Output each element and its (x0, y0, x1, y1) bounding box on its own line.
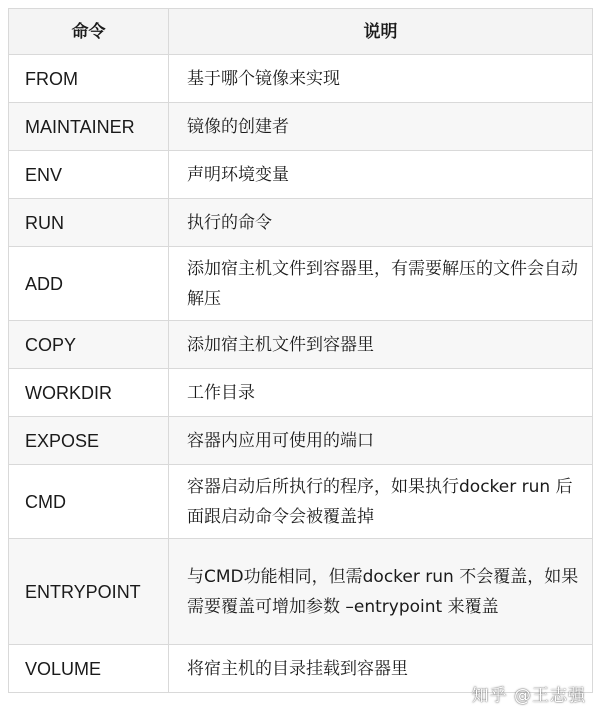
command-cell: COPY (9, 321, 169, 369)
command-cell: ADD (9, 247, 169, 321)
header-description: 说明 (169, 9, 593, 55)
watermark-text: 知乎 @王志强 (471, 686, 586, 706)
table-row (9, 103, 593, 151)
description-cell: 将宿主机的目录挂载到容器里 (169, 645, 593, 693)
description-cell: 镜像的创建者 (169, 103, 593, 151)
table-row (9, 55, 593, 103)
command-cell: EXPOSE (9, 417, 169, 465)
table-row (9, 151, 593, 199)
command-cell: ENV (9, 151, 169, 199)
command-cell: ENTRYPOINT (9, 539, 169, 645)
table-row (9, 247, 593, 321)
table-row (9, 369, 593, 417)
table-row (9, 417, 593, 465)
header-command: 命令 (9, 9, 169, 55)
description-cell: 工作目录 (169, 369, 593, 417)
description-cell: 容器启动后所执行的程序，如果执行docker run 后面跟启动命令会被覆盖掉 (169, 465, 593, 539)
command-cell: FROM (9, 55, 169, 103)
command-cell: RUN (9, 199, 169, 247)
description-cell: 与CMD功能相同，但需docker run 不会覆盖，如果需要覆盖可增加参数 –entrypoint 来覆盖 (169, 539, 593, 645)
table-row (9, 321, 593, 369)
description-cell: 基于哪个镜像来实现 (169, 55, 593, 103)
command-cell: WORKDIR (9, 369, 169, 417)
description-cell: 添加宿主机文件到容器里 (169, 321, 593, 369)
table-header-row (9, 9, 593, 55)
description-cell: 容器内应用可使用的端口 (169, 417, 593, 465)
command-cell: VOLUME (9, 645, 169, 693)
table-row (9, 465, 593, 539)
command-cell: CMD (9, 465, 169, 539)
table-row (9, 199, 593, 247)
dockerfile-commands-table (8, 8, 593, 693)
description-cell: 添加宿主机文件到容器里，有需要解压的文件会自动解压 (169, 247, 593, 321)
description-cell: 执行的命令 (169, 199, 593, 247)
description-cell: 声明环境变量 (169, 151, 593, 199)
command-cell: MAINTAINER (9, 103, 169, 151)
table-row (9, 539, 593, 645)
